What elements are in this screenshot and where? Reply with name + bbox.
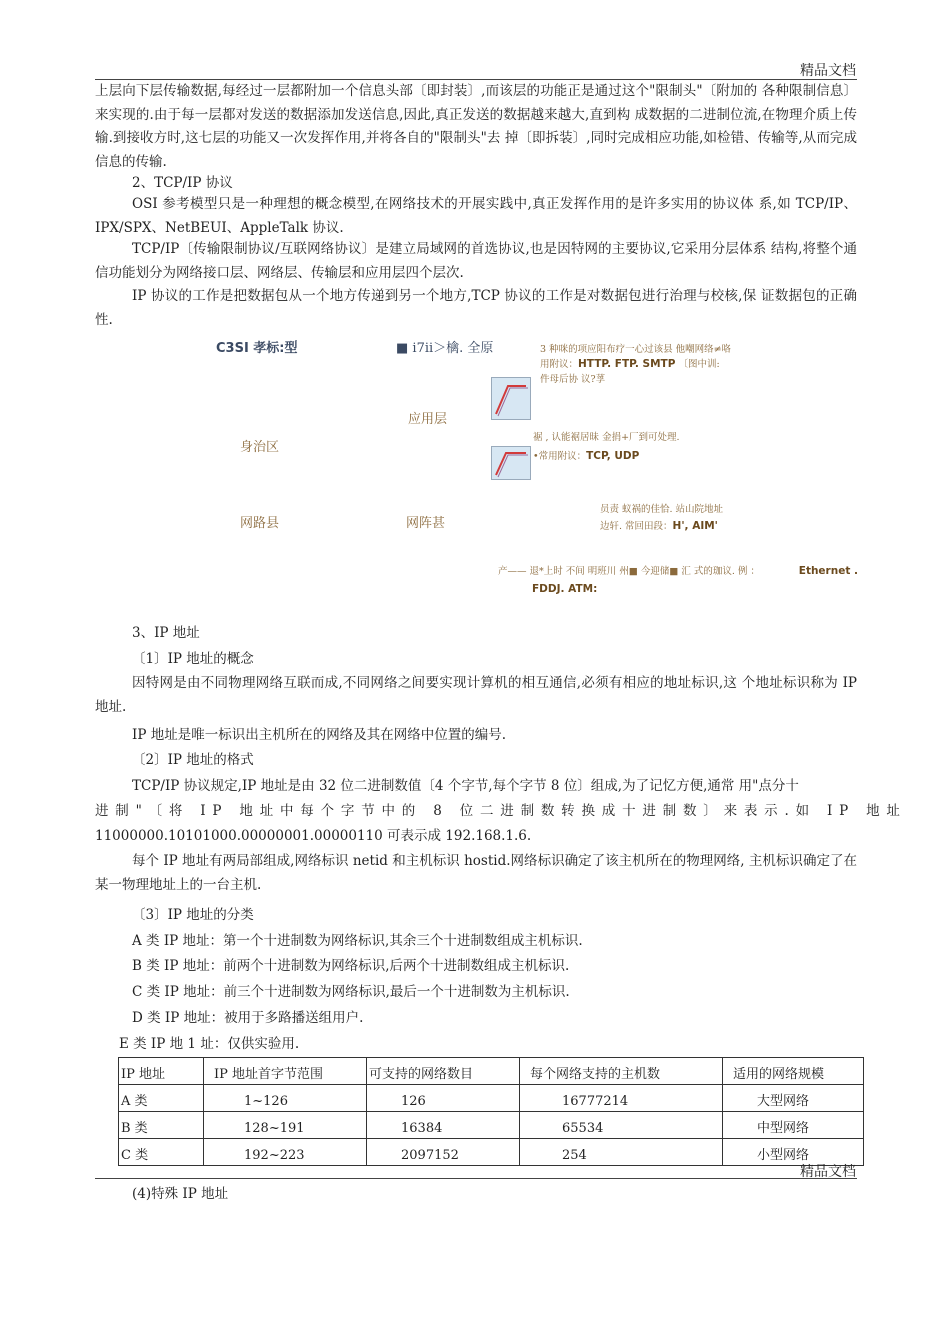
paragraph-encapsulation: 上层向下层传输数据,每经过一层都附加一个信息头部〔即封装〕,而该层的功能正是通过这个"限制头"〔附加的 各种限制信息〕来实现的.由于每一层都对发送的数据添加发送信息,因此,真正发送的数据越来越大,直到构 成数据的二进制位流,在物理介质上传输.到接收方时,这七层的功能又一次发挥作用,并将各自的"限制头"去 掉〔即拆装〕,同时完成相应功能,如检错、传输等,从而完成信息的传输. xyxy=(95,83,857,170)
table-header-cell: 可支持的网络数目 xyxy=(367,1058,520,1085)
table-cell: 126 xyxy=(367,1085,520,1112)
note-app-protocols: HTTP. FTP. SMTP xyxy=(578,358,676,370)
class-e-description: E 类 IP 地 1 址：仅供实验用. xyxy=(119,1036,300,1052)
table-cell: 2097152 xyxy=(367,1139,520,1166)
table-cell: 16384 xyxy=(367,1112,520,1139)
table-header-cell: 适用的网络规模 xyxy=(723,1058,864,1085)
diagram-col2-title: ■ i7ii＞檎. 全原 xyxy=(396,341,494,356)
footer-rule xyxy=(95,1178,857,1179)
table-cell: 大型网络 xyxy=(723,1085,864,1112)
note-interface-protocols1: Ethernet . xyxy=(798,565,858,577)
diagram-layer-mid2: 网阵甚 xyxy=(406,516,446,531)
note-app-line2 xyxy=(540,357,731,372)
note-network-line2 xyxy=(600,519,723,534)
note-interface-line2 xyxy=(498,582,858,597)
diagram-note-transport xyxy=(533,430,680,464)
note-interface-line1 xyxy=(498,564,858,579)
note-transport-prefix: •常用附议： xyxy=(533,451,587,462)
table-cell: 1~126 xyxy=(204,1085,367,1112)
note-transport-protocols: TCP, UDP xyxy=(586,450,640,462)
note-network-prefix: 边轩. 常回田段： xyxy=(600,521,673,532)
diagram-thumbnail-1 xyxy=(491,377,531,420)
diagram-layer-left1: 身治区 xyxy=(240,440,280,455)
paragraph-netid-hostid: 每个 IP 地址有两局部组成,网络标识 netid 和主机标识 hostid.网络标识确定了该主机所在的物理网络, 主机标识确定了在某一物理地址上的一台主机. xyxy=(95,853,857,893)
table-row xyxy=(119,1112,864,1139)
class-a-description: A 类 IP 地址：第一个十进制数为网络标识,其余三个十进制数组成主机标识. xyxy=(132,933,583,949)
table-cell: B 类 xyxy=(119,1112,204,1139)
paragraph-ip-concept: 因特网是由不同物理网络互联而成,不同网络之间要实现计算机的相互通信,必须有相应的地址标识,这 个地址标识称为 IP 地址. xyxy=(95,675,857,715)
heading-tcpip: 2、TCP/IP 协议 xyxy=(132,175,233,191)
note-interface-protocols2: FDDJ. ATM: xyxy=(532,583,598,595)
table-cell: 小型网络 xyxy=(723,1139,864,1166)
table-cell: 128~191 xyxy=(204,1112,367,1139)
page-header: 精品文档 xyxy=(800,63,856,79)
note-app-line3: 件母后协 议?莩 xyxy=(540,374,606,385)
paragraph-ip-unique: IP 地址是唯一标识出主机所在的网络及其在网络中位置的编号. xyxy=(132,727,506,743)
diagram-note-network xyxy=(600,502,723,534)
note-app-line1: 3 种咪的项应阳布疗一心过该县 他嘲网络≠咯 xyxy=(540,344,732,355)
page-footer: 精品文档 xyxy=(800,1164,856,1180)
diagram-note-application xyxy=(540,342,731,387)
note-interface-text: 产—— 退*上时 不间 明班川 州■ 今迎储■ 汇 式的珈议. 例 ： xyxy=(498,566,760,577)
paragraph-ip-format-line2: 进制"〔将 IP 地址中每个字节中的 8 位二进制数转换成十进制数〕来表示.如 IP 地址 xyxy=(95,803,907,819)
paragraph-tcpip-layers: TCP/IP〔传输限制协议/互联网络协议〕是建立局域网的首选协议,也是因特网的主要协议,它采用分层体系 结构,将整个通信功能划分为网络接口层、网络层、传输层和应用层四个层次. xyxy=(95,241,857,281)
table-cell: 192~223 xyxy=(204,1139,367,1166)
class-b-description: B 类 IP 地址：前两个十进制数为网络标识,后两个十进制数组成主机标识. xyxy=(132,958,570,974)
note-transport-line1: 裾 , 认能裾居昧 金捐+厂到可处理. xyxy=(533,432,680,443)
paragraph-ip-tcp-work: IP 协议的工作是把数据包从一个地方传递到另一个地方,TCP 协议的工作是对数据包进行治理与校核,保 证数据包的正确性. xyxy=(95,288,857,328)
note-app-suffix: 〔图中训: xyxy=(678,359,720,370)
table-header-row xyxy=(119,1058,864,1085)
table-row xyxy=(119,1085,864,1112)
diagram-layer-left2: 网路县 xyxy=(240,516,280,531)
note-network-line1: 员责 蚁祸的佳恰. 站山院地址 xyxy=(600,504,724,515)
table-cell: 65534 xyxy=(520,1112,723,1139)
paragraph-osi-model: OSI 参考模型只是一种理想的概念模型,在网络技术的开展实践中,真正发挥作用的是许多实用的协议体 系,如 TCP/IP、IPX/SPX、NetBEUI、AppleTalk 协议. xyxy=(95,196,857,236)
table-cell: 16777214 xyxy=(520,1085,723,1112)
diagram-note-interface xyxy=(498,564,858,597)
table-cell: 中型网络 xyxy=(723,1112,864,1139)
note-app-prefix: 用附议： xyxy=(540,359,579,370)
class-d-description: D 类 IP 地址：被用于多路播送组用户. xyxy=(132,1010,364,1026)
paragraph-ip-format-line1: TCP/IP 协议规定,IP 地址是由 32 位二进制数值〔4 个字节,每个字节 8 位〕组成,为了记忆方便,通常 用"点分十 xyxy=(132,778,799,794)
diagram-col1-title: C3SI 孝标:型 xyxy=(216,341,298,356)
table-header-cell: IP 地址首字节范围 xyxy=(204,1058,367,1085)
table-cell: 254 xyxy=(520,1139,723,1166)
note-network-protocols: H', AIM' xyxy=(672,520,718,532)
heading-ip-concept: 〔1〕IP 地址的概念 xyxy=(132,651,254,667)
class-c-description: C 类 IP 地址：前三个十进制数为网络标识,最后一个十进制数为主机标识. xyxy=(132,984,570,1000)
heading-special-ip: (4)特殊 IP 地址 xyxy=(132,1186,229,1202)
note-transport-line2 xyxy=(533,449,680,464)
heading-ip-classes: 〔3〕IP 地址的分类 xyxy=(132,907,254,923)
table-header-cell: IP 地址 xyxy=(119,1058,204,1085)
table-row xyxy=(119,1139,864,1166)
heading-ip-address: 3、IP 地址 xyxy=(132,625,200,641)
table-cell: C 类 xyxy=(119,1139,204,1166)
heading-ip-format: 〔2〕IP 地址的格式 xyxy=(132,752,254,768)
paragraph-ip-format-line3: 11000000.10101000.00000001.00000110 可表示成 192.168.1.6. xyxy=(95,828,532,844)
table-header-cell: 每个网络支持的主机数 xyxy=(520,1058,723,1085)
ip-class-table xyxy=(118,1057,864,1166)
table-cell: A 类 xyxy=(119,1085,204,1112)
diagram-layer-application: 应用层 xyxy=(408,412,448,427)
diagram-thumbnail-2 xyxy=(491,446,531,480)
